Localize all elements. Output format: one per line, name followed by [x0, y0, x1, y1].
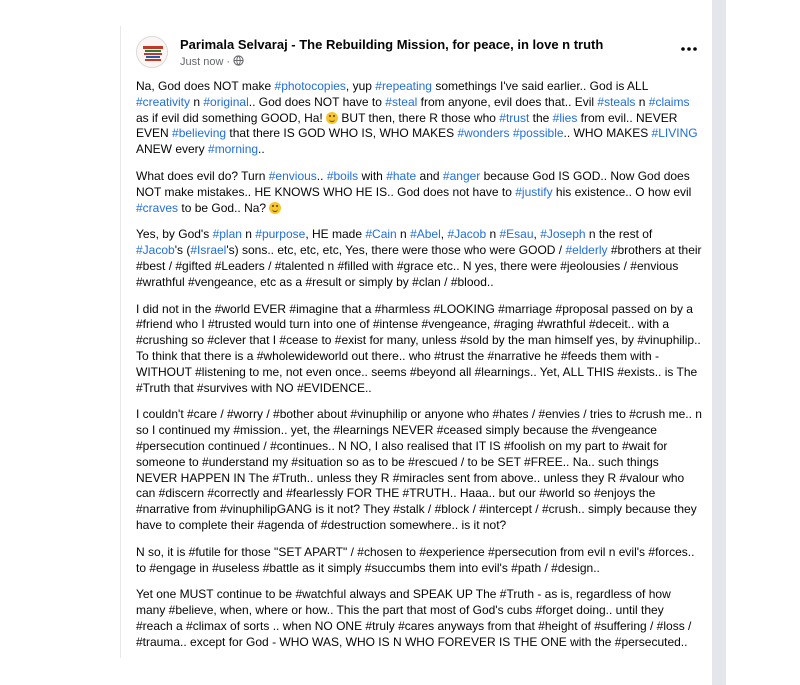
- hashtag-link[interactable]: #Abel: [410, 227, 441, 242]
- page-background-strip: [712, 0, 726, 685]
- post-text: ,: [533, 227, 541, 242]
- post-text: .. God does NOT have to: [248, 94, 386, 109]
- more-options-button[interactable]: [675, 39, 703, 59]
- post-text: because God IS GOD.. Now God does NOT make mistakes.. HE KNOWS WHO HE IS.. God does not have to: [136, 168, 690, 199]
- post-timestamp[interactable]: Just now: [180, 56, 224, 68]
- post-text: I did not in the #world EVER #imagine that a #harmless #LOOKING #marriage #proposal passed on by a #friend who I #trusted would turn into one of #intense #vengeance, #raging #wrathful #deceit.. with a #crushing so #clever that I #cease to #exist for many, unless #sold by the man himself yes, by #vinuphilip.. To think that there is a #wholewideworld out there.. who #trust the #narrative he #feeds them with - WITHOUT #listening to me, not even once.. seems #beyond all #learnings.. Yet, ALL THIS #exists.. is The #Truth that #survives with NO #EVIDENCE..: [136, 301, 701, 395]
- post-text: ANEW every: [136, 142, 209, 157]
- hashtag-link[interactable]: #possible: [512, 126, 564, 141]
- smile-emoji-icon: [326, 112, 338, 124]
- post-text: with: [358, 168, 387, 183]
- avatar[interactable]: [136, 36, 168, 68]
- post-text: Na, God does NOT make: [136, 79, 275, 93]
- hashtag-link[interactable]: #repeating: [375, 79, 432, 93]
- post-text: ..: [316, 168, 327, 183]
- post-paragraph: [136, 79, 702, 158]
- hashtag-link[interactable]: #morning: [208, 142, 259, 157]
- post-text: .. WHO MAKES: [563, 126, 652, 141]
- post-meta: [180, 55, 244, 69]
- post-paragraph: [136, 169, 702, 216]
- hashtag-link[interactable]: #Esau: [499, 227, 534, 242]
- hashtag-link[interactable]: #anger: [442, 168, 481, 183]
- post-text: ,: [440, 227, 448, 242]
- post-text: n: [190, 94, 204, 109]
- post-text: What does evil do? Turn: [136, 168, 269, 183]
- post-text: n: [396, 227, 411, 242]
- post-text: Yet one MUST continue to be #watchful always and SPEAK UP The #Truth - as is, regardless of how many #believe, when, where or how.. This the part that most of God's cubs #forget doing.. until they #reach a #climax of sorts .. when NO ONE #truly #cares anyways from that #height of #suffering / #loss / #trauma.. except for God - WHO WAS, WHO IS N WHO FOREVER IS THE ONE with the #persecuted..: [136, 587, 692, 649]
- hashtag-link[interactable]: #trust: [499, 110, 530, 125]
- hashtag-link[interactable]: #steals: [597, 94, 636, 109]
- hashtag-link[interactable]: #envious: [268, 168, 317, 183]
- hashtag-link[interactable]: #Jacob: [136, 243, 175, 258]
- post-author[interactable]: Parimala Selvaraj - The Rebuilding Mission, for peace, in love n truth: [180, 37, 604, 52]
- post-text: somethings I've said earlier.. God is ALL: [431, 79, 648, 93]
- hashtag-link[interactable]: #justify: [515, 184, 553, 199]
- hashtag-link[interactable]: #hate: [386, 168, 417, 183]
- post-text: and: [416, 168, 443, 183]
- post-paragraph: [136, 302, 702, 397]
- post-text: , yup: [345, 79, 376, 93]
- post-text: BUT then, there R those who: [338, 110, 500, 125]
- post-text: n: [486, 227, 500, 242]
- post-paragraph: [136, 545, 702, 577]
- post-text: n: [635, 94, 649, 109]
- post-text: 's) sons.. etc, etc, etc, Yes, there were those who were GOOD /: [226, 243, 566, 258]
- hashtag-link[interactable]: #Cain: [365, 227, 397, 242]
- post-text: to be God.. Na?: [178, 200, 270, 215]
- post-text: from anyone, evil does that.. Evil: [417, 94, 598, 109]
- hashtag-link[interactable]: #photocopies: [274, 79, 346, 93]
- hashtag-link[interactable]: #creativity: [136, 94, 191, 109]
- hashtag-link[interactable]: #Israel: [190, 243, 227, 258]
- hashtag-link[interactable]: #LIVING: [651, 126, 698, 141]
- hashtag-link[interactable]: #elderly: [565, 243, 608, 258]
- post-text: #brothers at their #best / #gifted #Leaders / #talented n #filled with #grace etc.. N yes, there were #jeolousies / #envious #wrathful #vengeance, etc as a #result or simply by #clan / #blood..: [136, 243, 702, 289]
- post-paragraph: [136, 407, 702, 533]
- post-text: as if evil did something GOOD, Ha!: [136, 110, 327, 125]
- post-text: ..: [258, 142, 265, 157]
- post-header: [136, 36, 706, 72]
- post-text: the: [529, 110, 553, 125]
- hashtag-link[interactable]: #original: [203, 94, 249, 109]
- hashtag-link[interactable]: #Jacob: [447, 227, 487, 242]
- post-paragraph: [136, 587, 702, 650]
- post-text: , HE made: [305, 227, 366, 242]
- more-horizontal-icon: [681, 47, 697, 51]
- hashtag-link[interactable]: #believing: [172, 126, 227, 141]
- globe-icon[interactable]: [233, 55, 244, 69]
- post-text: that there IS GOD WHO IS, WHO MAKES: [226, 126, 458, 141]
- hashtag-link[interactable]: #claims: [648, 94, 690, 109]
- meta-separator: ·: [226, 56, 231, 68]
- post-text: N so, it is #futile for those "SET APART" / #chosen to #experience #persecution from evil n evil's #forces.. to #engage in #useless #battle as it simply #succumbs them into evil's #path / #design..: [136, 544, 695, 575]
- post-text: Yes, by God's: [136, 227, 213, 242]
- hashtag-link[interactable]: #lies: [552, 110, 578, 125]
- post-paragraph: [136, 227, 702, 290]
- post-text: n: [241, 227, 256, 242]
- post-text: his existence.. O how evil: [552, 184, 692, 199]
- post-text: 's (: [174, 243, 191, 258]
- hashtag-link[interactable]: #wonders: [457, 126, 510, 141]
- post-body: [136, 79, 702, 658]
- hashtag-link[interactable]: #plan: [212, 227, 242, 242]
- post-text: n the rest of: [585, 227, 653, 242]
- hashtag-link[interactable]: #boils: [326, 168, 359, 183]
- hashtag-link[interactable]: #craves: [136, 200, 179, 215]
- smile-emoji-icon: [269, 202, 281, 214]
- post-text: from evil.. NEVER EVEN: [136, 110, 678, 141]
- hashtag-link[interactable]: #steal: [385, 94, 418, 109]
- hashtag-link[interactable]: #Joseph: [540, 227, 586, 242]
- post-text: I couldn't #care / #worry / #bother about #vinuphilip or anyone who #hates / #envies / tries to #crush me.. n so I continued my #mission.. yet, the #learnings NEVER #ceased simply because the #vengeance #persecution continued / #continues.. N NO, I also realised that IT IS #foolish on my part to #wait for someone to #understand my #situation so as to be #rescued / to be SET #FREE.. Na.. such things NEVER HAPPEN IN The #Truth.. unless they R #miracles sent from above.. unless they R #valour who can #discern #correctly and #fearlessly FOR THE #TRUTH.. Haaa.. but our #world so #enjoys the #narrative from #vinuphilipGANG is it not? They #stalk / #block / #intercept / #crush.. simply because they have to complete their #agenda of #destruction somewhere.. is it not?: [136, 407, 702, 532]
- profile-logo: [137, 37, 168, 68]
- hashtag-link[interactable]: #purpose: [255, 227, 306, 242]
- post-card: [120, 26, 712, 658]
